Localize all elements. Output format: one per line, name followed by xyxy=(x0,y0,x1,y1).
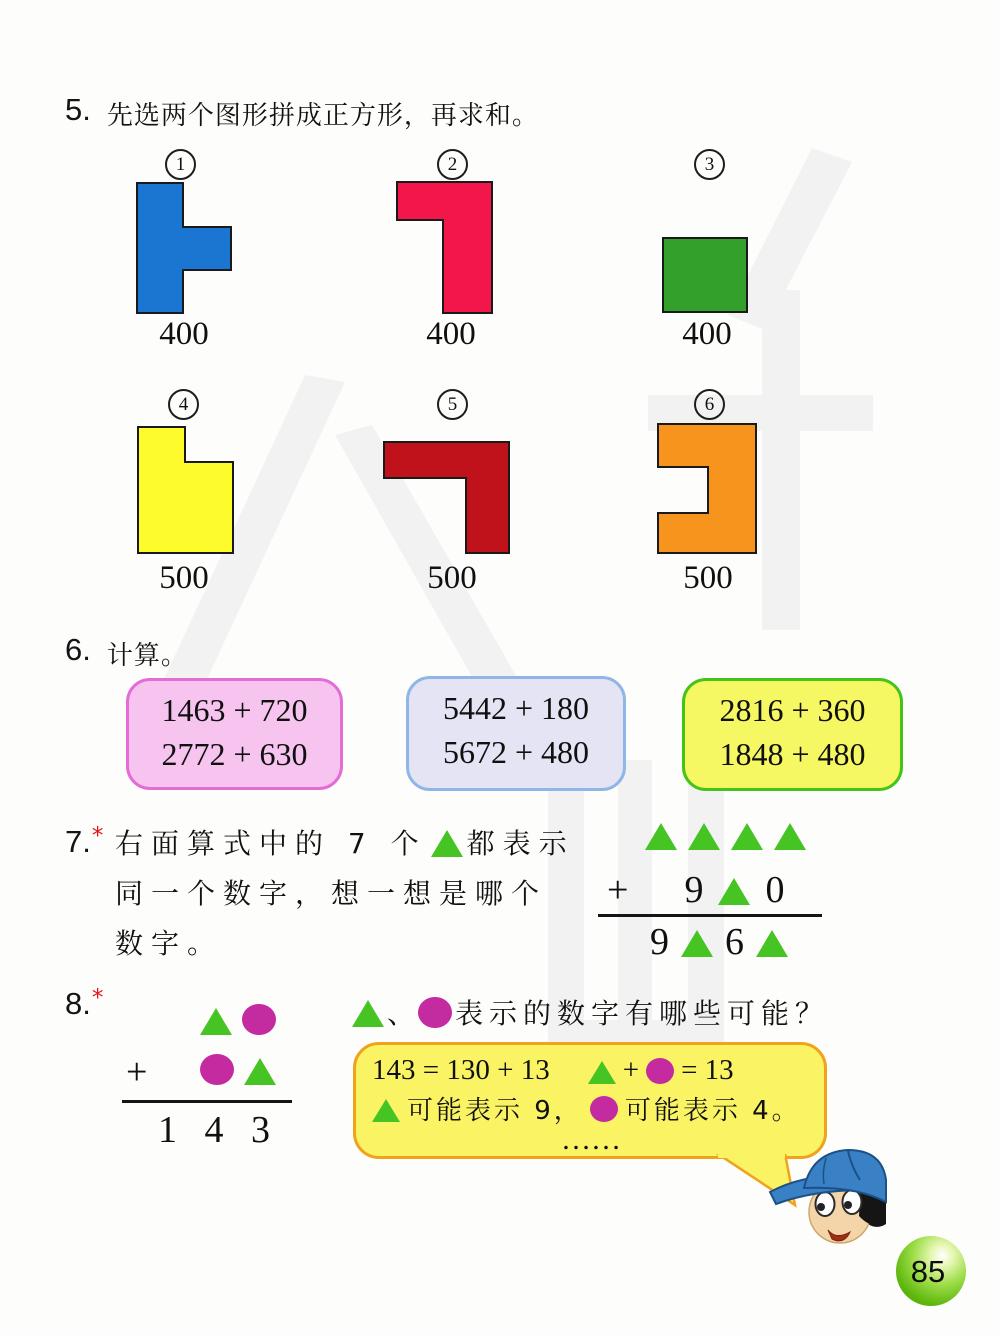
triangle-icon xyxy=(774,820,806,850)
shape5-label: 5 xyxy=(437,389,468,420)
bubble-ellipsis: …… xyxy=(561,1123,621,1156)
problem7-line2: 同一个数字，想一想是哪个 xyxy=(115,877,548,910)
bubble-line1 xyxy=(372,1054,810,1087)
problem7-star: * xyxy=(91,823,104,849)
shape3-label: 3 xyxy=(694,149,725,180)
plus-sign: + xyxy=(126,1051,148,1093)
circle-icon xyxy=(590,1096,618,1122)
calc-box-pink xyxy=(126,678,343,790)
bubble-eq2: = 13 xyxy=(681,1054,734,1086)
p7-addend2-row xyxy=(607,868,784,912)
p8-addend2-row xyxy=(200,1054,276,1085)
calc-expression: 5442 + 180 xyxy=(442,690,590,726)
problem7-line1 xyxy=(115,822,575,862)
circle-icon xyxy=(242,1004,276,1035)
triangle-icon xyxy=(431,827,463,857)
shape2-polygon xyxy=(397,182,492,313)
calc-expression: 1848 + 480 xyxy=(719,736,866,772)
shape5-value: 500 xyxy=(427,560,477,596)
plus-sign: + xyxy=(607,869,629,911)
shape3-value: 400 xyxy=(682,316,732,352)
shape2-value: 400 xyxy=(426,316,476,352)
calc-expression: 5672 + 480 xyxy=(442,734,590,770)
problem5-text: 先选两个图形拼成正方形，再求和。 xyxy=(106,101,539,131)
boy-pupil-left xyxy=(817,1203,825,1211)
calc-box-yellow xyxy=(682,678,903,791)
shape6-polygon xyxy=(658,424,756,553)
triangle-icon xyxy=(200,1005,232,1035)
bubble-eq1: 143 = 130 + 13 xyxy=(372,1054,550,1086)
triangle-icon xyxy=(372,1096,400,1122)
p7-sum-line xyxy=(598,914,822,917)
problem7-number: 7.* xyxy=(65,823,104,859)
p7-result-row xyxy=(650,920,788,964)
problem5-number: 5. xyxy=(65,92,91,127)
triangle-icon xyxy=(588,1058,616,1084)
problem7-line3: 数字。 xyxy=(115,927,224,960)
bubble-triangle-text: 可能表示 9， xyxy=(407,1096,583,1126)
shape6-value: 500 xyxy=(683,560,733,596)
triangle-icon xyxy=(718,875,750,905)
triangle-icon xyxy=(756,927,788,957)
shape2-label: 2 xyxy=(437,149,468,180)
page-number: 85 xyxy=(910,1254,946,1289)
shape4-polygon xyxy=(138,427,233,553)
p8-question-comma: 、 xyxy=(387,997,416,1030)
boy-face-group xyxy=(770,1150,886,1243)
triangle-icon xyxy=(244,1055,276,1085)
problem6-title xyxy=(65,632,188,672)
calc-expression: 1463 + 720 xyxy=(161,692,308,728)
shape4-yellow-notched xyxy=(137,426,234,554)
shape6-orange-c xyxy=(657,423,757,554)
shape1-label: 1 xyxy=(165,149,196,180)
problem5-title xyxy=(65,92,539,132)
p8-result: 1 4 3 xyxy=(158,1109,279,1151)
shape5-darkred-l xyxy=(383,441,510,554)
boy-eye-left xyxy=(816,1192,835,1216)
shape1-polygon xyxy=(137,183,231,313)
triangle-icon xyxy=(645,820,677,850)
problem8-star: * xyxy=(91,985,104,1011)
p8-question-text: 表示的数字有哪些可能？ xyxy=(455,997,830,1030)
circle-icon xyxy=(418,997,452,1028)
shape3-polygon xyxy=(663,238,747,312)
triangle-icon xyxy=(681,927,713,957)
shape6-label: 6 xyxy=(694,389,725,420)
p8-addend1-row xyxy=(200,1004,276,1035)
p7-digit: 6 xyxy=(725,921,744,963)
page-number-badge xyxy=(896,1236,966,1306)
problem7-line1-after: 都表示 xyxy=(466,827,575,860)
problem6-number: 6. xyxy=(65,632,91,667)
p7-digit: 0 xyxy=(765,869,785,911)
problem8-number: 8.* xyxy=(65,985,104,1021)
boy-eye-right xyxy=(843,1190,862,1214)
calc-expression: 2772 + 630 xyxy=(161,736,308,772)
p8-question xyxy=(352,992,829,1032)
bubble-plus: + xyxy=(622,1054,640,1086)
speech-bubble xyxy=(353,1042,827,1159)
shape4-value: 500 xyxy=(159,560,209,596)
triangle-icon xyxy=(352,997,384,1027)
calc-expression: 2816 + 360 xyxy=(719,692,866,728)
problem7-line1-before: 右面算式中的 7 个 xyxy=(115,827,427,860)
p7-addend1-triangles xyxy=(645,820,806,850)
boy-with-cap-illustration xyxy=(762,1146,897,1251)
bubble-line2 xyxy=(372,1090,810,1127)
shape5-polygon xyxy=(384,442,509,553)
calc-box-lavender xyxy=(406,676,626,791)
p7-digit: 9 xyxy=(684,869,704,911)
problem6-text: 计算。 xyxy=(106,641,188,671)
p8-sum-line xyxy=(122,1100,292,1103)
shape1-blue-t xyxy=(136,182,232,314)
triangle-icon xyxy=(688,820,720,850)
shape3-green-square xyxy=(662,237,748,313)
triangle-icon xyxy=(731,820,763,850)
shape4-label: 4 xyxy=(168,389,199,420)
p7-digit: 9 xyxy=(650,921,669,963)
circle-icon xyxy=(200,1054,234,1085)
shape2-red-seven xyxy=(396,181,493,314)
shape1-value: 400 xyxy=(159,316,209,352)
circle-icon xyxy=(646,1058,674,1084)
boy-pupil-right xyxy=(844,1201,852,1209)
bubble-circle-text: 可能表示 4。 xyxy=(624,1096,801,1126)
